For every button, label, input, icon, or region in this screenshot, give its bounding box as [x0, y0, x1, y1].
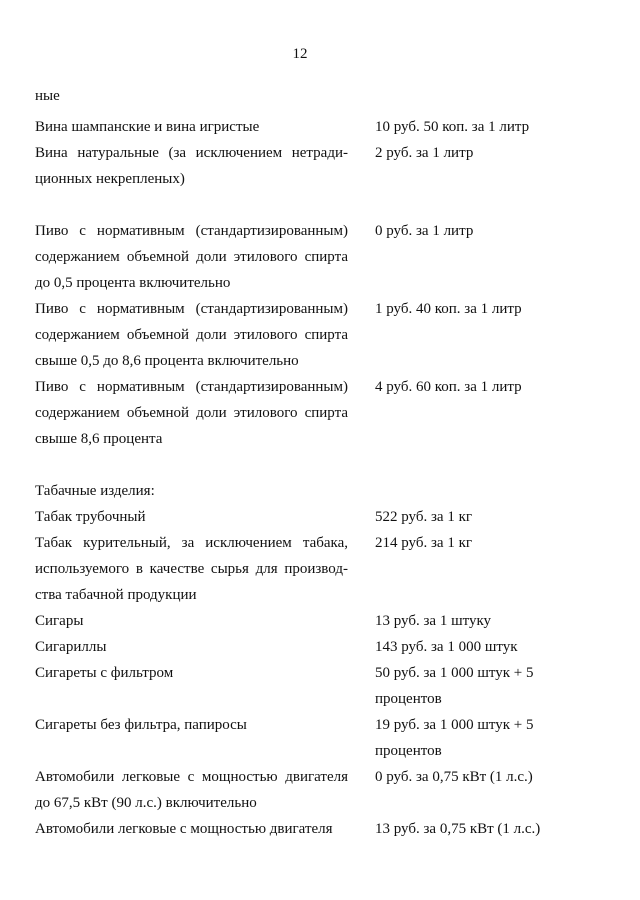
row-name: Сигареты с фильтром	[35, 665, 174, 681]
row-rate: 4 руб. 60 коп. за 1 литр	[375, 379, 522, 395]
row-rate: 19 руб. за 1 000 штук + 5 процентов	[375, 717, 534, 759]
table-row	[35, 140, 610, 192]
tax-rate-table	[35, 114, 610, 842]
row-name: Пиво с нормативным (стандартизированным) содержанием объемной доли этилового спирта до 0,5 процента включительно	[35, 223, 348, 291]
row-name: Автомобили легковые с мощностью двигателя до 67,5 кВт (90 л.с.) включительно	[35, 769, 348, 811]
row-rate: 2 руб. за 1 литр	[375, 145, 474, 161]
continued-text-fragment: ные	[35, 88, 60, 104]
row-name: Сигары	[35, 613, 84, 629]
row-rate: 0 руб. за 0,75 кВт (1 л.с.)	[375, 769, 533, 785]
table-row	[35, 712, 610, 764]
table-row	[35, 816, 610, 842]
row-rate: 50 руб. за 1 000 штук + 5 процентов	[375, 665, 534, 707]
table-row	[35, 374, 610, 452]
row-rate	[375, 478, 585, 504]
row-name: Вина натуральные (за исключением нетради-ционных некрепленых)	[35, 145, 348, 187]
row-rate: 1 руб. 40 коп. за 1 литр	[375, 301, 522, 317]
section-heading-row	[35, 478, 610, 504]
table-row	[35, 114, 610, 140]
row-rate: 522 руб. за 1 кг	[375, 509, 473, 525]
table-row	[35, 608, 610, 634]
table-row	[35, 764, 610, 816]
row-rate: 0 руб. за 1 литр	[375, 223, 474, 239]
row-rate: 143 руб. за 1 000 штук	[375, 639, 518, 655]
section-spacer	[35, 452, 610, 478]
table-row	[35, 660, 610, 712]
table-row	[35, 296, 610, 374]
section-spacer	[35, 192, 610, 218]
row-name: Автомобили легковые с мощностью двигателя	[35, 821, 333, 837]
page-number: 12	[292, 46, 308, 62]
row-rate: 13 руб. за 0,75 кВт (1 л.с.)	[375, 821, 541, 837]
row-name: Табак курительный, за исключением табака, используемого в качестве сырья для производ-ства табачной продукции	[35, 535, 348, 603]
row-name: Вина шампанские и вина игристые	[35, 119, 260, 135]
row-name: Пиво с нормативным (стандартизированным) содержанием объемной доли этилового спирта свыше 8,6 процента	[35, 379, 348, 447]
section-heading: Табачные изделия:	[35, 483, 155, 499]
table-row	[35, 530, 610, 608]
row-rate: 214 руб. за 1 кг	[375, 535, 473, 551]
row-name: Сигареты без фильтра, папиросы	[35, 717, 247, 733]
table-row	[35, 218, 610, 296]
row-name: Сигариллы	[35, 639, 107, 655]
row-name: Табак трубочный	[35, 509, 146, 525]
row-rate: 13 руб. за 1 штуку	[375, 613, 492, 629]
row-rate: 10 руб. 50 коп. за 1 литр	[375, 119, 530, 135]
table-row	[35, 634, 610, 660]
row-name: Пиво с нормативным (стандартизированным) содержанием объемной доли этилового спирта свыше 0,5 до 8,6 процента включительно	[35, 301, 348, 369]
table-row	[35, 504, 610, 530]
